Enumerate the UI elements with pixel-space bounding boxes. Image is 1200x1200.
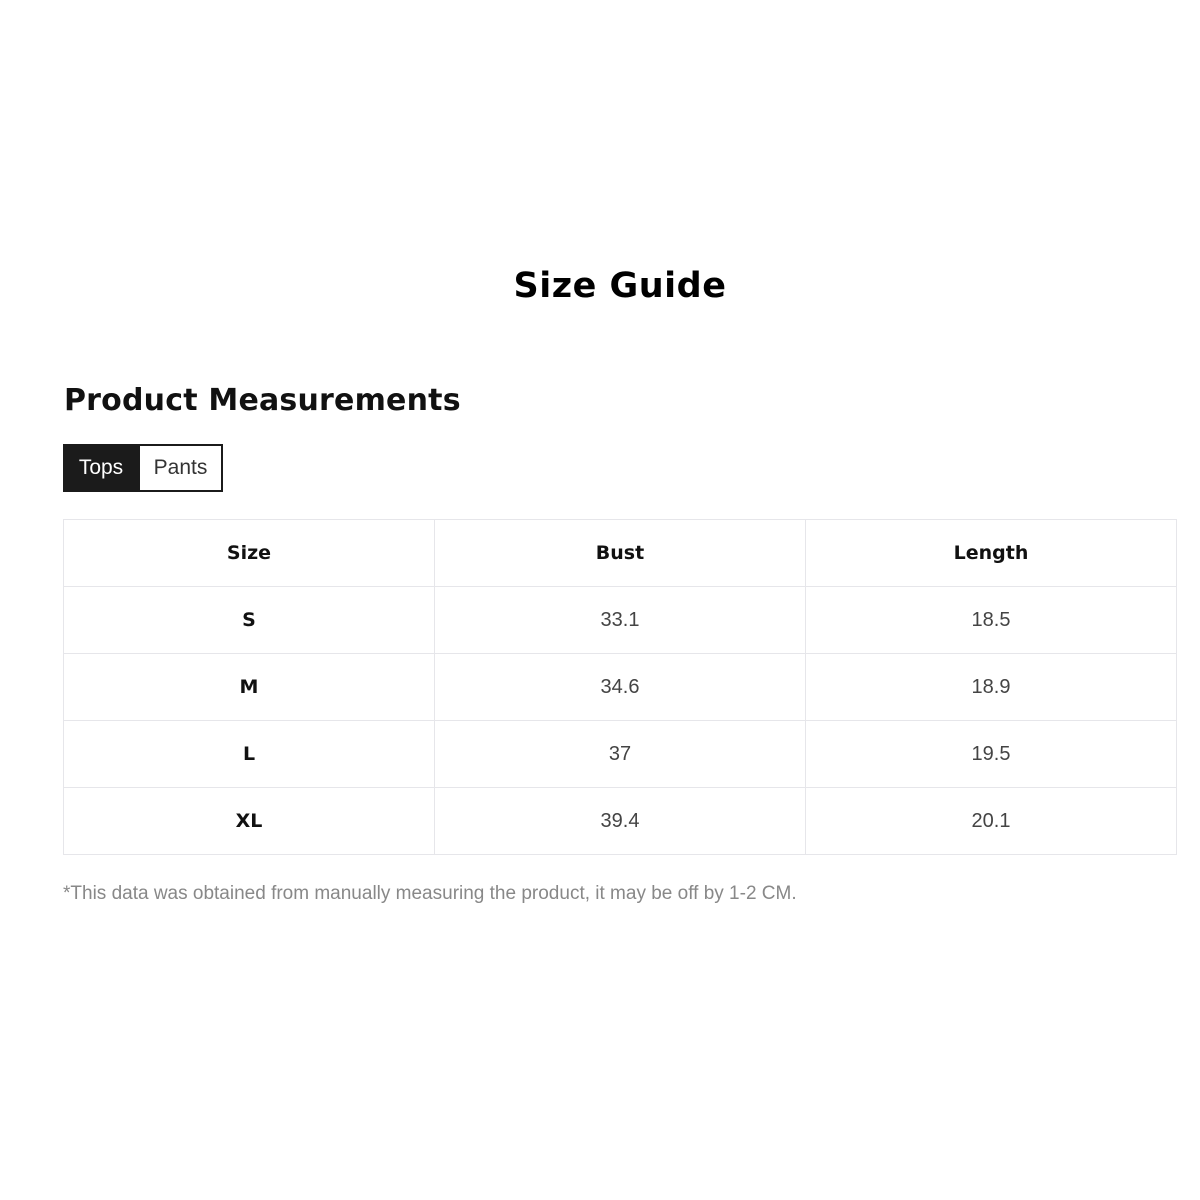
bust-cell: 37 [435, 721, 806, 788]
size-cell: L [64, 721, 435, 788]
size-table [63, 519, 1177, 855]
column-header-bust: Bust [435, 520, 806, 587]
column-header-size: Size [64, 520, 435, 587]
table-row [64, 721, 1177, 788]
bust-cell: 33.1 [435, 587, 806, 654]
column-header-length: Length [806, 520, 1177, 587]
table-header-row [64, 520, 1177, 587]
tab-tops[interactable]: Tops [63, 444, 139, 492]
table-row [64, 788, 1177, 855]
size-cell: XL [64, 788, 435, 855]
table-row [64, 587, 1177, 654]
category-tabs [63, 444, 223, 492]
bust-cell: 34.6 [435, 654, 806, 721]
length-cell: 19.5 [806, 721, 1177, 788]
size-cell: S [64, 587, 435, 654]
tab-pants[interactable]: Pants [139, 444, 223, 492]
page-title: Size Guide [513, 266, 727, 306]
table-row [64, 654, 1177, 721]
bust-cell: 39.4 [435, 788, 806, 855]
length-cell: 18.5 [806, 587, 1177, 654]
size-cell: M [64, 654, 435, 721]
length-cell: 20.1 [806, 788, 1177, 855]
length-cell: 18.9 [806, 654, 1177, 721]
measurement-footnote: *This data was obtained from manually measuring the product, it may be off by 1-2 CM. [63, 883, 797, 904]
section-title: Product Measurements [64, 383, 461, 418]
